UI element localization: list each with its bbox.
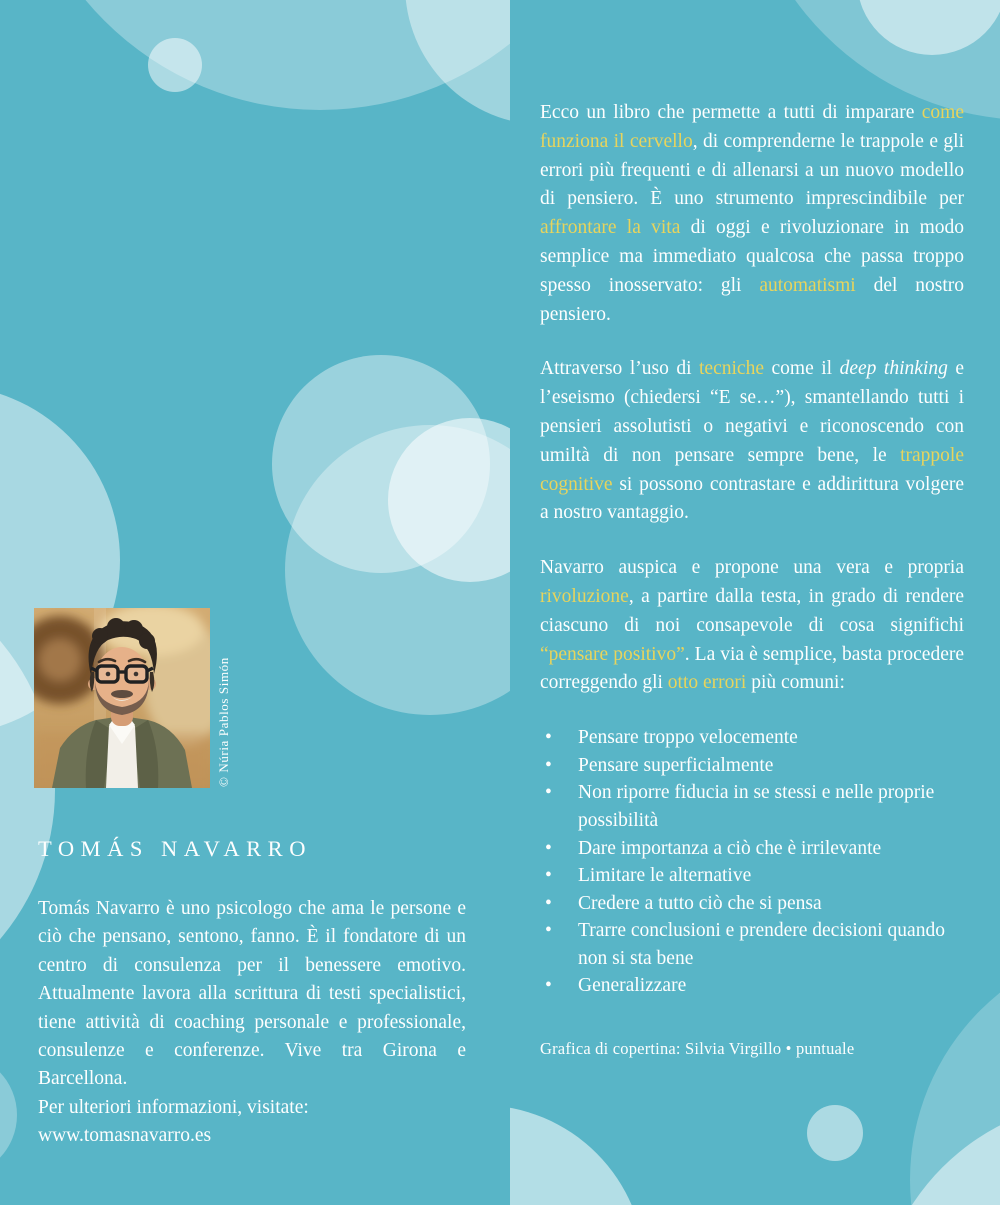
paragraph-3 <box>540 554 964 698</box>
cover-design-credit: Grafica di copertina: Silvia Virgillo • puntuale <box>540 1039 855 1059</box>
bubble-decoration <box>148 38 202 92</box>
error-list-item: • Trarre conclusioni e prendere decisioni quando non si sta bene <box>540 917 964 972</box>
highlighted-phrase: come funziona il cervello <box>540 102 964 152</box>
highlighted-phrase: otto errori <box>667 672 747 694</box>
text-segment: si possono contrastare e addirittura volgere a nostro vantaggio. <box>540 473 964 524</box>
author-name-heading: TOMÁS NAVARRO <box>38 836 312 861</box>
text-segment: . La via è semplice, basta procedere correggendo gli <box>540 643 965 694</box>
highlighted-phrase: automatismi <box>759 274 856 296</box>
paragraph-2 <box>540 355 964 528</box>
text-segment: , di comprenderne le trappole e gli errori più frequenti e di allenarsi a un nuovo modello di pensiero. È uno strumento imprescindibile per <box>540 130 964 210</box>
text-segment: , a partire dalla testa, in grado di rendere ciascuno di noi consapevole di cosa significhi <box>540 585 964 636</box>
back-cover-copy <box>540 99 964 1064</box>
info-line: Per ulteriori informazioni, visitate: <box>38 1096 309 1118</box>
bubble-decoration <box>510 1105 645 1205</box>
error-list-item: • Non riporre fiducia in se stessi e nelle proprie possibilità <box>540 779 964 834</box>
paragraph-1 <box>540 99 964 329</box>
text-segment: più comuni: <box>746 672 845 694</box>
text-segment: Attraverso l’uso di <box>540 358 700 380</box>
text-segment: deep thinking <box>839 358 948 380</box>
text-segment: Navarro auspica e propone una vera e propria <box>540 557 964 579</box>
website-url: www.tomasnavarro.es <box>38 1125 212 1147</box>
error-list-item: • Generalizzare <box>540 972 964 1000</box>
highlighted-phrase: affrontare la vita <box>540 217 681 239</box>
author-photo <box>34 608 210 788</box>
highlighted-phrase: rivoluzione <box>540 585 629 607</box>
text-segment: Ecco un libro che permette a tutti di imparare <box>540 102 922 123</box>
author-photo-illustration <box>34 608 210 788</box>
error-list-item: • Pensare troppo velocemente <box>540 724 964 752</box>
text-segment: di oggi e rivoluzionare in modo semplice ma immediato qualcosa che passa troppo spesso inosservato: gli <box>540 217 964 296</box>
photo-credit: © Núria Pablos Simón <box>216 657 231 787</box>
bubble-decoration <box>0 1053 17 1177</box>
error-list-item: • Pensare superficialmente <box>540 752 964 780</box>
bubble-decoration <box>807 1105 863 1161</box>
error-list-item: • Dare importanza a ciò che è irrilevante <box>540 835 964 863</box>
text-segment: del nostro pensiero. <box>540 274 964 325</box>
author-bio-block <box>38 895 466 1151</box>
highlighted-phrase: “pensare positivo” <box>540 643 685 665</box>
text-segment: e l’eseismo (chiedersi “E se…”), smantellando tutti i pensieri assolutisti o negativi e riconoscendo con umiltà di non pensare sempre bene, le <box>540 358 964 466</box>
text-segment: come il <box>763 358 840 380</box>
highlighted-phrase: trappole cognitive <box>540 444 964 495</box>
error-list-item: • Credere a tutto ciò che si pensa <box>540 890 964 918</box>
common-errors-list <box>540 724 964 1000</box>
error-list-item: • Limitare le alternative <box>540 862 964 890</box>
highlighted-phrase: tecniche <box>699 358 764 380</box>
back-cover-panel <box>510 0 1000 1205</box>
author-bio: Tomás Navarro è uno psicologo che ama le persone e ciò che pensano, sentono, fanno. È il fondatore di un centro di consulenza per il benessere emotivo. Attualmente lavora alla scrittura di testi specialistici, tiene attività di coaching personale e professionale, consulenze e conferenze. Vive tra Girona e Barcellona. <box>38 898 466 1090</box>
